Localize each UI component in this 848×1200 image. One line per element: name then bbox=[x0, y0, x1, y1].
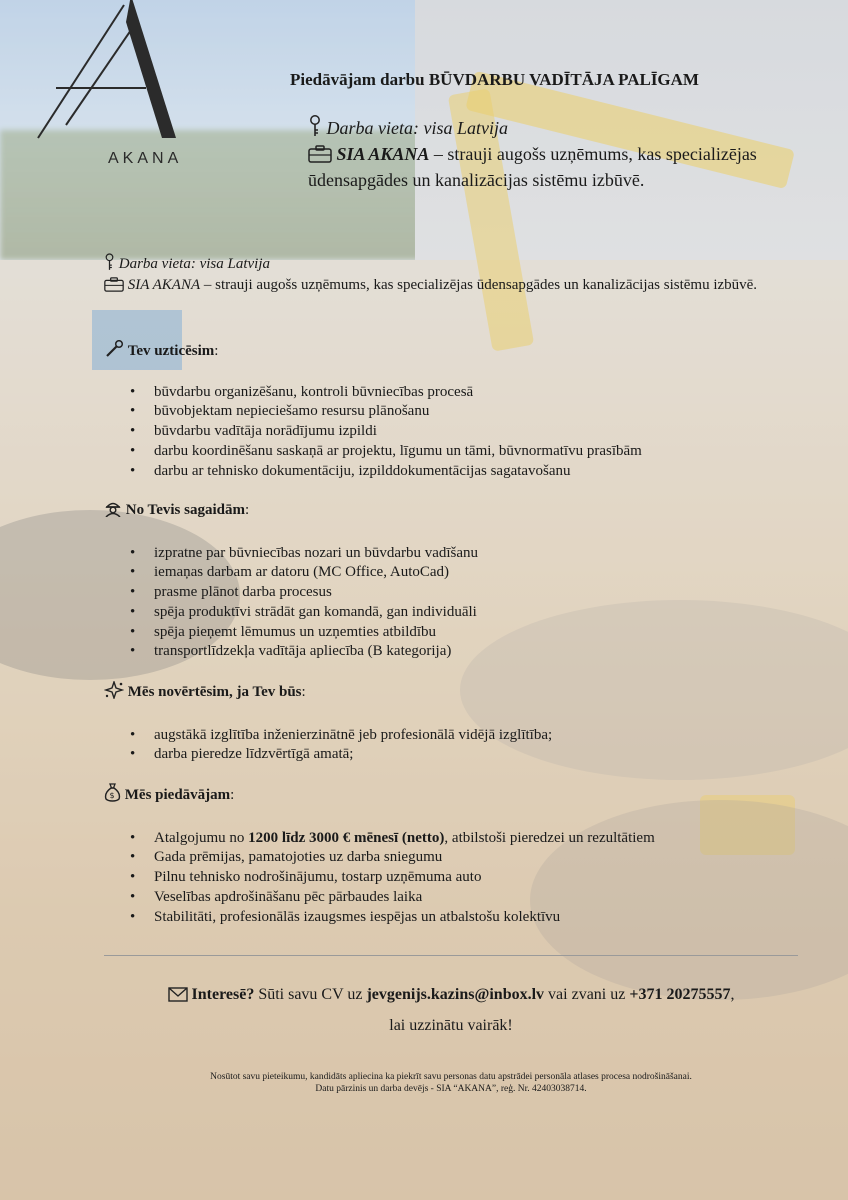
bonus-list bbox=[104, 726, 804, 766]
list-item: • darba pieredze līdzvērtīgā amatā; bbox=[154, 745, 804, 765]
duties-section bbox=[104, 340, 804, 481]
offer-list bbox=[104, 829, 804, 928]
header-company-desc: – strauji augošs uzņēmums, kas specializējas ūdensapgādes un kanalizācijas sistēmu izbūvē. bbox=[308, 144, 757, 190]
offer-heading: $ Mēs piedāvājam: bbox=[104, 783, 804, 809]
list-item: • augstākā izglītība inženierzinātnē jeb profesionālā vidējā izglītība; bbox=[154, 726, 804, 746]
bonus-heading-text: Mēs novērtēsim, ja Tev būs bbox=[127, 684, 302, 700]
list-item: • darbu koordinēšanu saskaņā ar projektu, līgumu un tāmi, būvnormatīvu prasībām bbox=[154, 442, 804, 462]
list-item: • būvdarbu vadītāja norādījumu izpildi bbox=[154, 422, 804, 442]
worker-icon bbox=[104, 500, 122, 524]
header-company bbox=[308, 143, 808, 192]
intro-company-name: SIA AKANA bbox=[127, 277, 201, 293]
key-icon bbox=[308, 115, 322, 142]
contact-email[interactable]: jevgenijs.kazins@inbox.lv bbox=[366, 986, 545, 1003]
salary-amount: 1200 līdz 3000 € mēnesī (netto) bbox=[248, 829, 445, 846]
list-item: • prasme plānot darba procesus bbox=[154, 583, 804, 603]
duties-heading: Tev uzticēsim: bbox=[104, 340, 804, 365]
briefcase-icon bbox=[104, 277, 124, 299]
intro-company-desc: – strauji augošs uzņēmums, kas specializējas ūdensapgādes un kanalizācijas sistēmu izbūvē. bbox=[200, 277, 758, 293]
svg-text:$: $ bbox=[109, 791, 115, 800]
list-item: • Pilnu tehnisko nodrošinājumu, tostarp uzņēmuma auto bbox=[154, 868, 804, 888]
list-item: • darbu ar tehnisko dokumentāciju, izpilddokumentācijas sagatavošanu bbox=[154, 462, 804, 482]
contact-lead: Interesē? bbox=[191, 986, 255, 1003]
bonus-heading: Mēs novērtēsim, ja Tev būs: bbox=[104, 681, 804, 706]
envelope-icon bbox=[168, 987, 188, 1008]
list-item: • Gada prēmijas, pamatojoties uz darba sniegumu bbox=[154, 848, 804, 868]
header-location bbox=[308, 115, 508, 142]
divider bbox=[104, 955, 798, 956]
duties-heading-text: Tev uzticēsim bbox=[127, 343, 215, 359]
bonus-section bbox=[104, 681, 804, 765]
sparkle-icon bbox=[104, 681, 124, 706]
list-item: • transportlīdzekļa vadītāja apliecība (B kategorija) bbox=[154, 642, 804, 662]
list-item: • būvdarbu organizēšanu, kontroli būvniecības procesā bbox=[154, 383, 804, 403]
requirements-section bbox=[104, 500, 804, 662]
requirements-heading-text: No Tevis sagaidām bbox=[125, 502, 245, 518]
header-company-name: SIA AKANA bbox=[336, 144, 430, 164]
list-item-salary: • Atalgojumu no 1200 līdz 3000 € mēnesī (netto), atbilstoši pieredzei un rezultātiem bbox=[154, 829, 804, 849]
money-bag-icon bbox=[104, 783, 121, 809]
key-icon bbox=[104, 253, 115, 278]
list-item: • iemaņas darbam ar datoru (MC Office, AutoCad) bbox=[154, 563, 804, 583]
list-item: • spēja pieņemt lēmumus un uzņemties atbildību bbox=[154, 623, 804, 643]
contact-phone[interactable]: +371 20275557 bbox=[629, 986, 731, 1003]
intro-company bbox=[104, 276, 804, 299]
contact-line: Interesē? Sūti savu CV uz jevgenijs.kazins@inbox.lv vai zvani uz +371 20275557, bbox=[104, 985, 798, 1008]
intro-location bbox=[104, 253, 804, 278]
list-item: • Veselības apdrošināšanu pēc pārbaudes laika bbox=[154, 888, 804, 908]
offer-section bbox=[104, 783, 804, 927]
footer-note bbox=[104, 1071, 798, 1095]
wrench-icon bbox=[104, 340, 124, 365]
briefcase-icon bbox=[308, 145, 332, 169]
list-item: • būvobjektam nepieciešamo resursu plānošanu bbox=[154, 402, 804, 422]
list-item: • Stabilitāti, profesionālās izaugsmes iespējas un atbalstošu kolektīvu bbox=[154, 908, 804, 928]
page-title: Piedāvājam darbu BŪVDARBU VADĪTĀJA PALĪGAM bbox=[290, 70, 699, 89]
company-logo bbox=[36, 0, 183, 175]
offer-heading-text: Mēs piedāvājam bbox=[124, 787, 231, 803]
duties-list bbox=[104, 383, 804, 482]
list-item: • izpratne par būvniecības nozari un būvdarbu vadīšanu bbox=[154, 544, 804, 564]
intro-location-text: Darba vieta: visa Latvija bbox=[118, 256, 270, 272]
header-location-text: Darba vieta: visa Latvija bbox=[326, 118, 508, 138]
requirements-heading: No Tevis sagaidām: bbox=[104, 500, 804, 524]
requirements-list bbox=[104, 544, 804, 663]
list-item: • spēja produktīvi strādāt gan komandā, gan individuāli bbox=[154, 603, 804, 623]
footer-line-1: Nosūtot savu pieteikumu, kandidāts apliecina ka piekrīt savu personas datu apstrādei personāla atlases procesa nodrošināšanai. bbox=[210, 1072, 692, 1082]
footer-line-2: Datu pārzinis un darba devējs - SIA “AKANA”, reģ. Nr. 42403038714. bbox=[315, 1084, 587, 1094]
logo-text: AKANA bbox=[108, 150, 183, 167]
contact-line-2: lai uzzinātu vairāk! bbox=[389, 1017, 513, 1034]
